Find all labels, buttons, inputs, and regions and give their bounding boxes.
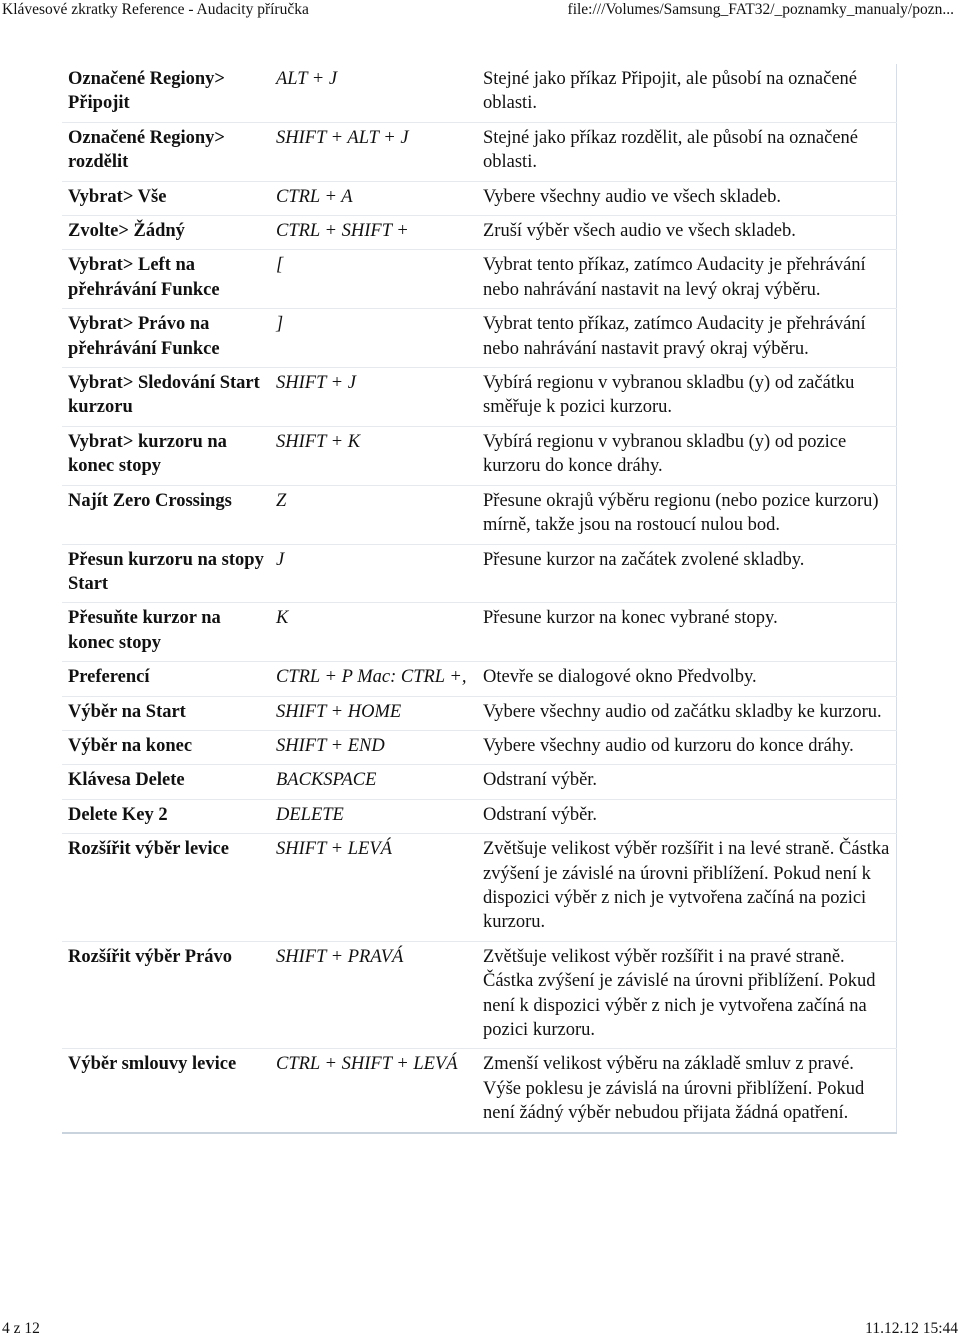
keys-cell: Z: [270, 485, 479, 544]
description-cell: Vybere všechny audio od kurzoru do konce dráhy.: [479, 730, 896, 764]
keys-cell: BACKSPACE: [270, 765, 479, 799]
command-cell: Výběr na konec: [62, 730, 270, 764]
description-cell: Zvětšuje velikost výběr rozšířit i na levé straně. Částka zvýšení je závislé na úrovni přiblížení. Pokud není k dispozici výběr z nich je vytvořena začíná na pozici kurzoru.: [479, 834, 896, 942]
command-cell: Vybrat> kurzoru na konec stopy: [62, 426, 270, 485]
keys-main: CTRL + P: [276, 667, 353, 688]
command-cell: Označené Regiony> Připojit: [62, 64, 270, 122]
command-cell: Přesun kurzoru na stopy Start: [62, 544, 270, 603]
description-cell: Přesune kurzor na začátek zvolené skladby.: [479, 544, 896, 603]
command-cell: Rozšířit výběr levice: [62, 834, 270, 942]
description-cell: Přesune kurzor na konec vybrané stopy.: [479, 603, 896, 662]
description-cell: Odstraní výběr.: [479, 799, 896, 833]
description-cell: Vybrat tento příkaz, zatímco Audacity je přehrávání nebo nahrávání nastavit pravý okraj výběru.: [479, 309, 896, 368]
table-row: [62, 309, 896, 368]
table-row: [62, 122, 896, 181]
page-number: 4 z 12: [2, 1320, 40, 1337]
description-cell: Zvětšuje velikost výběr rozšířit i na pravé straně. Částka zvýšení je závislé na úrovni přiblížení. Pokud není k dispozici výběr z nich je vytvořena začíná na pozici kurzoru.: [479, 941, 896, 1049]
table-row: [62, 181, 896, 215]
table-row: [62, 64, 896, 122]
command-cell: Klávesa Delete: [62, 765, 270, 799]
command-cell: Označené Regiony> rozdělit: [62, 122, 270, 181]
table-row: [62, 250, 896, 309]
command-cell: Zvolte> Žádný: [62, 216, 270, 250]
print-footer: [0, 1320, 960, 1338]
description-cell: Stejné jako příkaz Připojit, ale působí na označené oblasti.: [479, 64, 896, 122]
description-cell: Vybere všechny audio od začátku skladby ke kurzoru.: [479, 696, 896, 730]
command-cell: Preferencí: [62, 662, 270, 696]
table-row: [62, 696, 896, 730]
description-cell: Stejné jako příkaz rozdělit, ale působí na označené oblasti.: [479, 122, 896, 181]
table-row: [62, 730, 896, 764]
keys-cell: SHIFT + HOME: [270, 696, 479, 730]
table-row: [62, 941, 896, 1049]
command-cell: Přesuňte kurzor na konec stopy: [62, 603, 270, 662]
description-cell: Vybírá regionu v vybranou skladbu (y) od pozice kurzoru do konce dráhy.: [479, 426, 896, 485]
keys-cell: SHIFT + J: [270, 368, 479, 427]
table-row: [62, 603, 896, 662]
print-header: [0, 0, 960, 24]
table-row: [62, 799, 896, 833]
description-cell: Otevře se dialogové okno Předvolby.: [479, 662, 896, 696]
keys-cell: ]: [270, 309, 479, 368]
page-title: Klávesové zkratky Reference - Audacity příručka: [2, 1, 309, 18]
keys-cell: CTRL + SHIFT +: [270, 216, 479, 250]
keys-cell: SHIFT + ALT + J: [270, 122, 479, 181]
table-row: [62, 485, 896, 544]
keys-cell: [270, 662, 479, 696]
command-cell: Rozšířit výběr Právo: [62, 941, 270, 1049]
table-row: [62, 834, 896, 942]
table-row: [62, 426, 896, 485]
shortcut-table: [62, 64, 897, 1134]
table-row: [62, 662, 896, 696]
command-cell: Delete Key 2: [62, 799, 270, 833]
table-row: [62, 544, 896, 603]
command-cell: Výběr na Start: [62, 696, 270, 730]
command-cell: Vybrat> Právo na přehrávání Funkce: [62, 309, 270, 368]
keys-cell: SHIFT + PRAVÁ: [270, 941, 479, 1049]
description-cell: Vybrat tento příkaz, zatímco Audacity je přehrávání nebo nahrávání nastavit na levý okraj výběru.: [479, 250, 896, 309]
keys-cell: J: [270, 544, 479, 603]
keys-cell: ALT + J: [270, 64, 479, 122]
description-cell: Odstraní výběr.: [479, 765, 896, 799]
print-datetime: 11.12.12 15:44: [865, 1320, 958, 1337]
table-row: [62, 765, 896, 799]
keys-cell: SHIFT + END: [270, 730, 479, 764]
description-cell: Přesune okrajů výběru regionu (nebo pozice kurzoru) mírně, takže jsou na rostoucí nulou bod.: [479, 485, 896, 544]
command-cell: Vybrat> Vše: [62, 181, 270, 215]
keys-cell: CTRL + SHIFT + LEVÁ: [270, 1049, 479, 1133]
keys-cell: SHIFT + LEVÁ: [270, 834, 479, 942]
keys-cell: K: [270, 603, 479, 662]
table-row: [62, 368, 896, 427]
keys-cell: [: [270, 250, 479, 309]
keys-cell: SHIFT + K: [270, 426, 479, 485]
description-cell: Zruší výběr všech audio ve všech skladeb.: [479, 216, 896, 250]
keys-cell: CTRL + A: [270, 181, 479, 215]
table-row: [62, 1049, 896, 1133]
description-cell: Vybere všechny audio ve všech skladeb.: [479, 181, 896, 215]
command-cell: Výběr smlouvy levice: [62, 1049, 270, 1133]
command-cell: Najít Zero Crossings: [62, 485, 270, 544]
table-row: [62, 216, 896, 250]
command-cell: Vybrat> Left na přehrávání Funkce: [62, 250, 270, 309]
description-cell: Zmenší velikost výběru na základě smluv z pravé. Výše poklesu je závislá na úrovni přiblížení. Pokud není žádný výběr nebudou přijata žádná opatření.: [479, 1049, 896, 1133]
page-url: file:///Volumes/Samsung_FAT32/_poznamky_manualy/pozn...: [567, 1, 954, 18]
command-cell: Vybrat> Sledování Start kurzoru: [62, 368, 270, 427]
keys-mac: Mac: CTRL +,: [357, 667, 467, 688]
description-cell: Vybírá regionu v vybranou skladbu (y) od začátku směřuje k pozici kurzoru.: [479, 368, 896, 427]
keys-cell: DELETE: [270, 799, 479, 833]
